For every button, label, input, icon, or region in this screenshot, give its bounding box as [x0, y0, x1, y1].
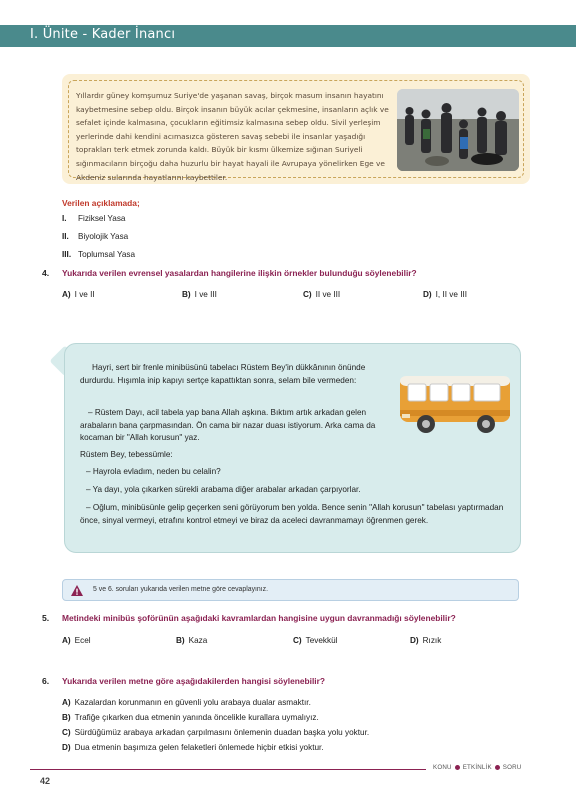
- answer-option-d[interactable]: [62, 743, 324, 752]
- reading-passage-text: Yıllardır güney komşumuz Suriye'de yaşanan savaş, birçok masum insanın hayatını kaybetmesine sebep oldu. Birçok insanın büyük acılar çekmesine, insanların açlık ve sefalet içinde kalmasına, çocukların eğitimsiz kalmasına sebep oldu. Sivil yerleşim yerlerinde dahi kendini acımasızca gösteren savaş sebebi ile insanlar yaşadığı toprakları terk etmek zorunda kaldı. Büyük bir kısmı ülkemize sığınan Suriyeli sığınmacıların birçoğu daha huzurlu bir hayat hayali ile Avrupaya yönelirken Ege ve Akdeniz sularında hayatlarını kaybettiler.: [76, 91, 389, 182]
- question-number: 4.: [42, 268, 50, 278]
- question-text: Yukarıda verilen metne göre aşağıdakilerden hangisi söylenebilir?: [62, 676, 325, 686]
- story-paragraph-1: Hayri, sert bir frenle minibüsünü tabelacı Rüstem Bey'in dükkânının önünde durdurdu. Hışımla inip kapıyı sertçe kapattıktan sonra, selam bile vermeden:: [80, 363, 366, 385]
- option-text: Dua etmenin başımıza gelen felaketleri önlemede hiçbir etkisi yoktur.: [74, 743, 324, 752]
- question-text: Metindeki minibüs şoförünün aşağıdaki kavramlardan hangisine uygun davranmadığı söylenebilir?: [62, 613, 456, 623]
- option-text: Trafiğe çıkarken dua etmenin yanında öncelikle kurallara uymalıyız.: [74, 713, 319, 722]
- answer-option-c[interactable]: [303, 290, 340, 299]
- notice-text: 5 ve 6. soruları yukarıda verilen metne göre cevaplayınız.: [93, 586, 269, 593]
- option-text: Ecel: [74, 636, 91, 645]
- option-label: B): [182, 290, 191, 299]
- option-text: II ve III: [315, 290, 341, 299]
- law-item: [62, 214, 125, 223]
- law-item: [62, 232, 128, 241]
- story-paragraph-3: Rüstem Bey, tebessümle:: [80, 450, 173, 459]
- answer-option-b[interactable]: [62, 713, 319, 722]
- footer-tag-etkinlik: ETKİNLİK: [462, 764, 492, 771]
- option-text: Tevekkül: [305, 636, 338, 645]
- footer-dot-icon: [455, 765, 460, 770]
- question-text: Yukarıda verilen evrensel yasalardan hangilerine ilişkin örnekler bulunduğu söylenebilir?: [62, 268, 417, 278]
- story-paragraph-4: – Hayrola evladım, neden bu celalin?: [86, 467, 221, 476]
- option-label: A): [62, 636, 71, 645]
- minibus-icon: [398, 370, 514, 440]
- answer-option-a[interactable]: [62, 290, 95, 299]
- law-item-text: Biyolojik Yasa: [78, 232, 129, 241]
- refugees-photo: [397, 89, 519, 171]
- footer-divider: [30, 769, 426, 770]
- law-item-label: III.: [62, 250, 72, 259]
- option-label: B): [176, 636, 185, 645]
- answer-option-d[interactable]: [410, 636, 441, 645]
- unit-title: I. Ünite - Kader İnancı: [30, 27, 176, 42]
- option-label: A): [62, 290, 71, 299]
- story-paragraph-5: – Ya dayı, yola çıkarken sürekli arabama diğer arabalar arkadan çarpıyorlar.: [86, 485, 361, 494]
- minibus-illustration: [398, 370, 514, 440]
- option-text: Kazalardan korunmanın en güvenli yolu arabaya dualar asmaktır.: [74, 698, 311, 707]
- option-label: C): [62, 728, 71, 737]
- footer-tags: [433, 764, 521, 771]
- footer-tag-konu: KONU: [433, 764, 452, 771]
- law-item: [62, 250, 135, 259]
- option-label: C): [303, 290, 312, 299]
- answer-option-b[interactable]: [176, 636, 207, 645]
- option-text: I, II ve III: [435, 290, 468, 299]
- story-paragraph-6: – Oğlum, minibüsünle gelip geçerken seni görüyorum ben yolda. Bence senin "Allah korusun" tabelası yaptırmadan önce, sinyal vermeyi, etrafını kontrol etmeyi ve biraz da aceleci davranmamayı öğrenmen gerek.: [80, 503, 504, 525]
- option-text: I ve II: [74, 290, 95, 299]
- law-item-label: II.: [62, 232, 69, 241]
- statement-intro: Verilen açıklamada;: [62, 198, 140, 208]
- instruction-notice: [62, 579, 519, 601]
- option-text: I ve III: [194, 290, 217, 299]
- answer-option-d[interactable]: [423, 290, 467, 299]
- answer-option-c[interactable]: [62, 728, 369, 737]
- option-label: D): [62, 743, 71, 752]
- reading-passage-border: [68, 80, 524, 182]
- refugees-illustration: [397, 89, 519, 171]
- option-text: Sürdüğümüz arabaya arkadan çarpılmasını önlemenin duadan başka yolu yoktur.: [74, 728, 370, 737]
- law-item-text: Fiziksel Yasa: [78, 214, 126, 223]
- option-text: Rızık: [422, 636, 442, 645]
- answer-option-b[interactable]: [182, 290, 217, 299]
- option-label: D): [410, 636, 419, 645]
- option-label: A): [62, 698, 71, 707]
- option-text: Kaza: [188, 636, 208, 645]
- law-item-text: Toplumsal Yasa: [78, 250, 136, 259]
- footer-tag-soru: SORU: [502, 764, 522, 771]
- answer-option-c[interactable]: [293, 636, 338, 645]
- option-label: B): [62, 713, 71, 722]
- footer-dot-icon: [495, 765, 500, 770]
- answer-option-a[interactable]: [62, 698, 311, 707]
- question-number: 5.: [42, 613, 50, 623]
- story-paragraph-2: – Rüstem Dayı, acil tabela yap bana Allah aşkına. Bıktım artık arkadan gelen arabaların bana çarpmasından. Ön cama bir nazar duası istiyorum. Arka cama da kocaman bir "Allah korusun" yaz.: [80, 408, 376, 443]
- warning-icon: [71, 585, 83, 596]
- option-label: D): [423, 290, 432, 299]
- law-item-label: I.: [62, 214, 67, 223]
- question-number: 6.: [42, 676, 50, 686]
- page-number: 42: [40, 776, 51, 786]
- answer-option-a[interactable]: [62, 636, 91, 645]
- reading-passage-box: [62, 74, 530, 184]
- option-label: C): [293, 636, 302, 645]
